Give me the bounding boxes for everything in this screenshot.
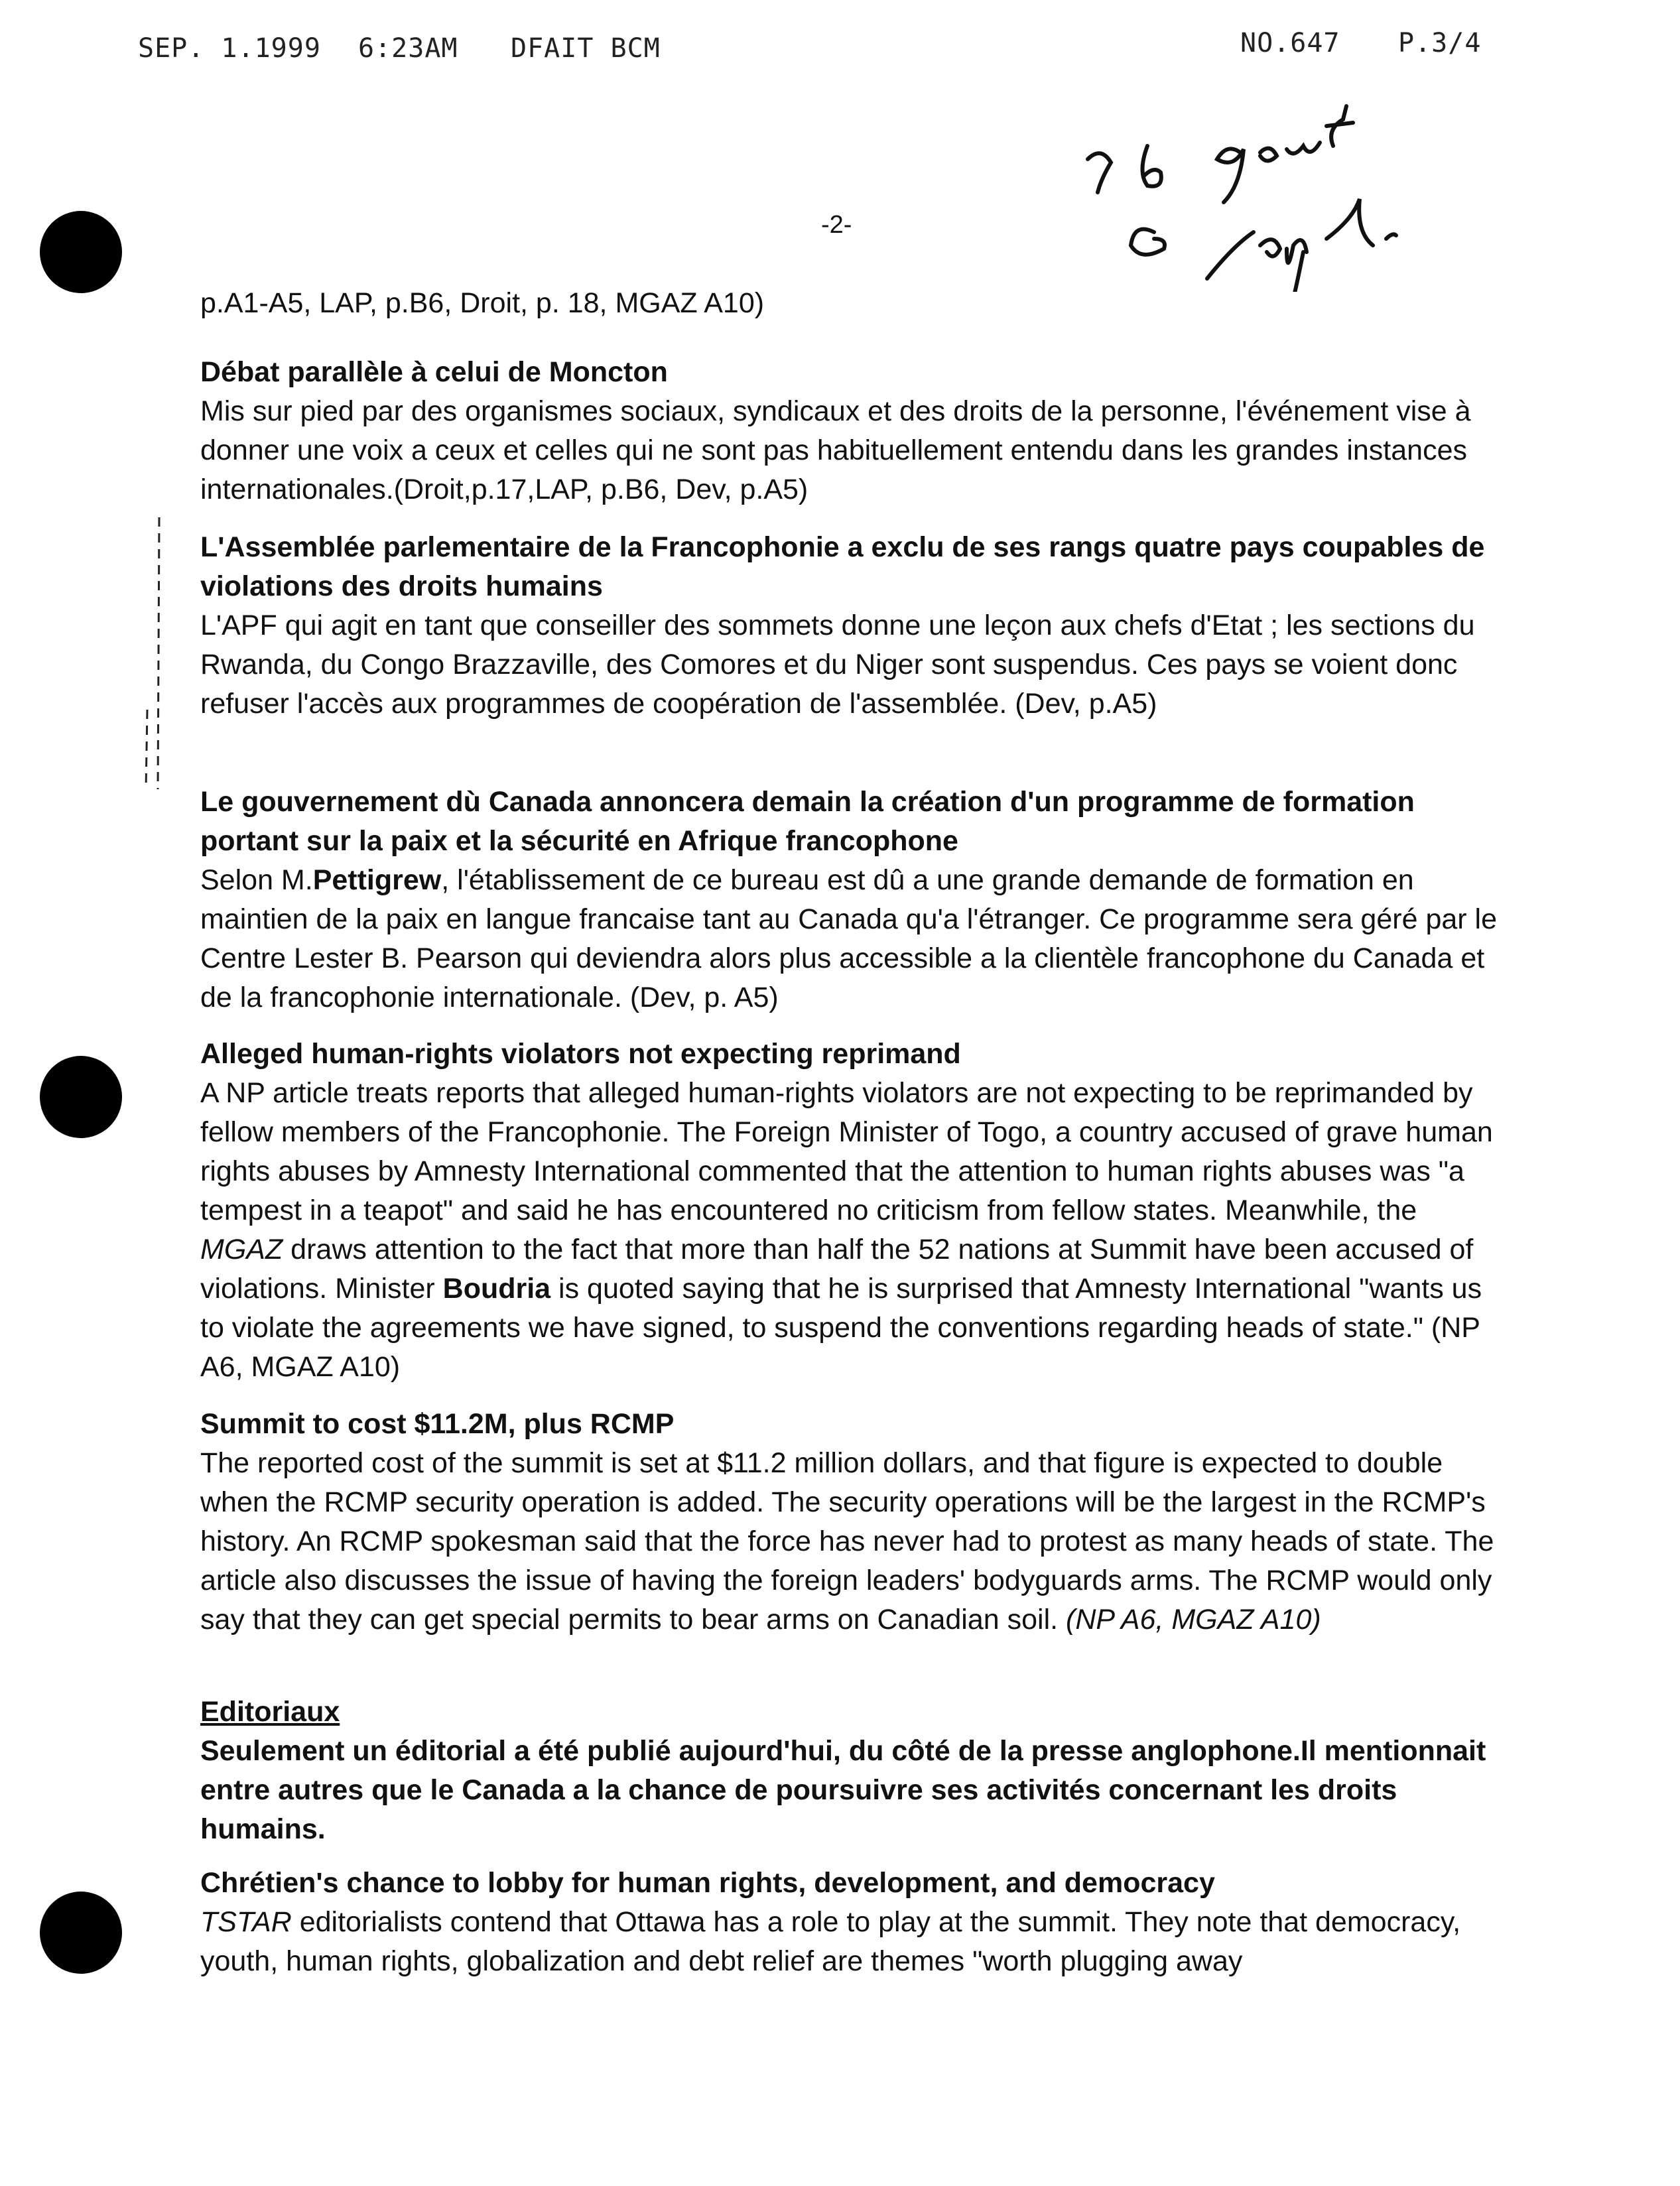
section-summit-cost: [200, 1405, 1500, 1640]
section-body: Seulement un éditorial a été publié aujourd'hui, du côté de la presse anglophone.Il mentionnait entre autres que le Canada a la chance de poursuivre ses activités concernant les droits humains.: [200, 1735, 1486, 1845]
fax-number: NO.647: [1240, 28, 1340, 58]
section-heading: Alleged human-rights violators not expecting reprimand: [200, 1038, 961, 1070]
section-heading: Débat parallèle à celui de Moncton: [200, 356, 668, 388]
section-human-rights-violators: [200, 1035, 1500, 1387]
section-body: [200, 1903, 1500, 1981]
body-text: The reported cost of the summit is set at $11.2 million dollars, and that figure is expected to double when the RCMP security operation is added. The security operations will be the largest in the RCMP's history. An RCMP spokesman said that the force has never had to protest as many heads of state. The article also discusses the issue of having the foreign leaders' bodyguards arms. The RCMP would only say that they can get special permits to bear arms on Canadian soil.: [200, 1447, 1494, 1636]
body-part-1: A NP article treats reports that alleged human-rights violators are not expecting to be reprimanded by fellow members of the Francophonie. The Foreign Minister of Togo, a country accused of grave human rights abuses by Amnesty International commented that the attention to human rights abuses was "a tempest in a teapot" and said he has encountered no criticism from fellow states. Meanwhile, the: [200, 1077, 1493, 1226]
fax-time: 6:23AM: [358, 33, 458, 64]
body-text: editorialists contend that Ottawa has a role to play at the summit. They note that democracy, youth, human rights, globalization and debt relief are themes "worth plugging away: [200, 1906, 1461, 1977]
body-italic-source: (NP A6, MGAZ A10): [1066, 1604, 1321, 1636]
section-editoriaux: [200, 1693, 1500, 1849]
fax-sender: DFAIT BCM: [511, 33, 661, 64]
margin-bracket-mark: [133, 511, 172, 796]
intro-continuation: [200, 284, 1500, 323]
binder-hole-bottom: [40, 1892, 122, 1974]
body-bold-name: Pettigrew: [312, 864, 442, 896]
body-pre: Selon M.: [200, 864, 313, 896]
section-debat-parallele: [200, 353, 1500, 509]
fax-date: SEP. 1.1999: [138, 33, 321, 64]
section-assemblee-parlementaire: [200, 528, 1500, 724]
intro-text: p.A1-A5, LAP, p.B6, Droit, p. 18, MGAZ A10): [200, 287, 765, 319]
body-part-3: is quoted saying that he is surprised that Amnesty International "wants us to violate the agreements we have signed, to suspend the conventions regarding heads of state." (NP A6, MGAZ A10): [200, 1273, 1482, 1383]
binder-hole-top: [40, 211, 122, 293]
section-body: [200, 1074, 1500, 1387]
handwritten-annotation: [1074, 80, 1486, 292]
section-heading: L'Assemblée parlementaire de la Francophonie a exclu de ses rangs quatre pays coupables de violations des droits humains: [200, 531, 1485, 602]
section-heading: Le gouvernement dù Canada annoncera demain la création d'un programme de formation portant sur la paix et la sécurité en Afrique francophone: [200, 786, 1415, 857]
body-italic-source: MGAZ: [200, 1234, 283, 1265]
section-programme-formation: [200, 783, 1500, 1017]
body-post: , l'établissement de ce bureau est dû a une grande demande de formation en maintien de la paix en langue francaise tant au Canada qu'a l'étranger. Ce programme sera géré par le Centre Lester B. Pearson qui deviendra alors plus accessible a la clientèle francophone du Canada et de la francophonie internationale. (Dev, p. A5): [200, 864, 1498, 1013]
section-heading: Editoriaux: [200, 1696, 340, 1728]
body-italic-source: TSTAR: [200, 1906, 292, 1938]
page-number: -2-: [821, 211, 852, 239]
body-part-2: draws attention to the fact that more than half the 52 nations at Summit have been accused of violations. Minister: [200, 1234, 1474, 1305]
binder-hole-middle: [40, 1056, 122, 1138]
section-chretien-lobby: [200, 1864, 1500, 1981]
section-heading: Summit to cost $11.2M, plus RCMP: [200, 1408, 675, 1440]
section-body: L'APF qui agit en tant que conseiller des sommets donne une leçon aux chefs d'Etat ; les sections du Rwanda, du Congo Brazzaville, des Comores et du Niger sont suspendus. Ces pays se voient donc refuser l'accès aux programmes de coopération de l'assemblée. (Dev, p.A5): [200, 610, 1475, 720]
fax-page: P.3/4: [1398, 28, 1482, 58]
section-heading: Chrétien's chance to lobby for human rights, development, and democracy: [200, 1867, 1215, 1899]
section-body: [200, 1444, 1500, 1640]
section-body: [200, 861, 1500, 1017]
section-body: Mis sur pied par des organismes sociaux, syndicaux et des droits de la personne, l'événement vise à donner une voix a ceux et celles qui ne sont pas habituellement entendu dans les grandes instances internationales.(Droit,p.17,LAP, p.B6, Dev, p.A5): [200, 395, 1471, 505]
body-bold-name: Boudria: [442, 1273, 551, 1305]
